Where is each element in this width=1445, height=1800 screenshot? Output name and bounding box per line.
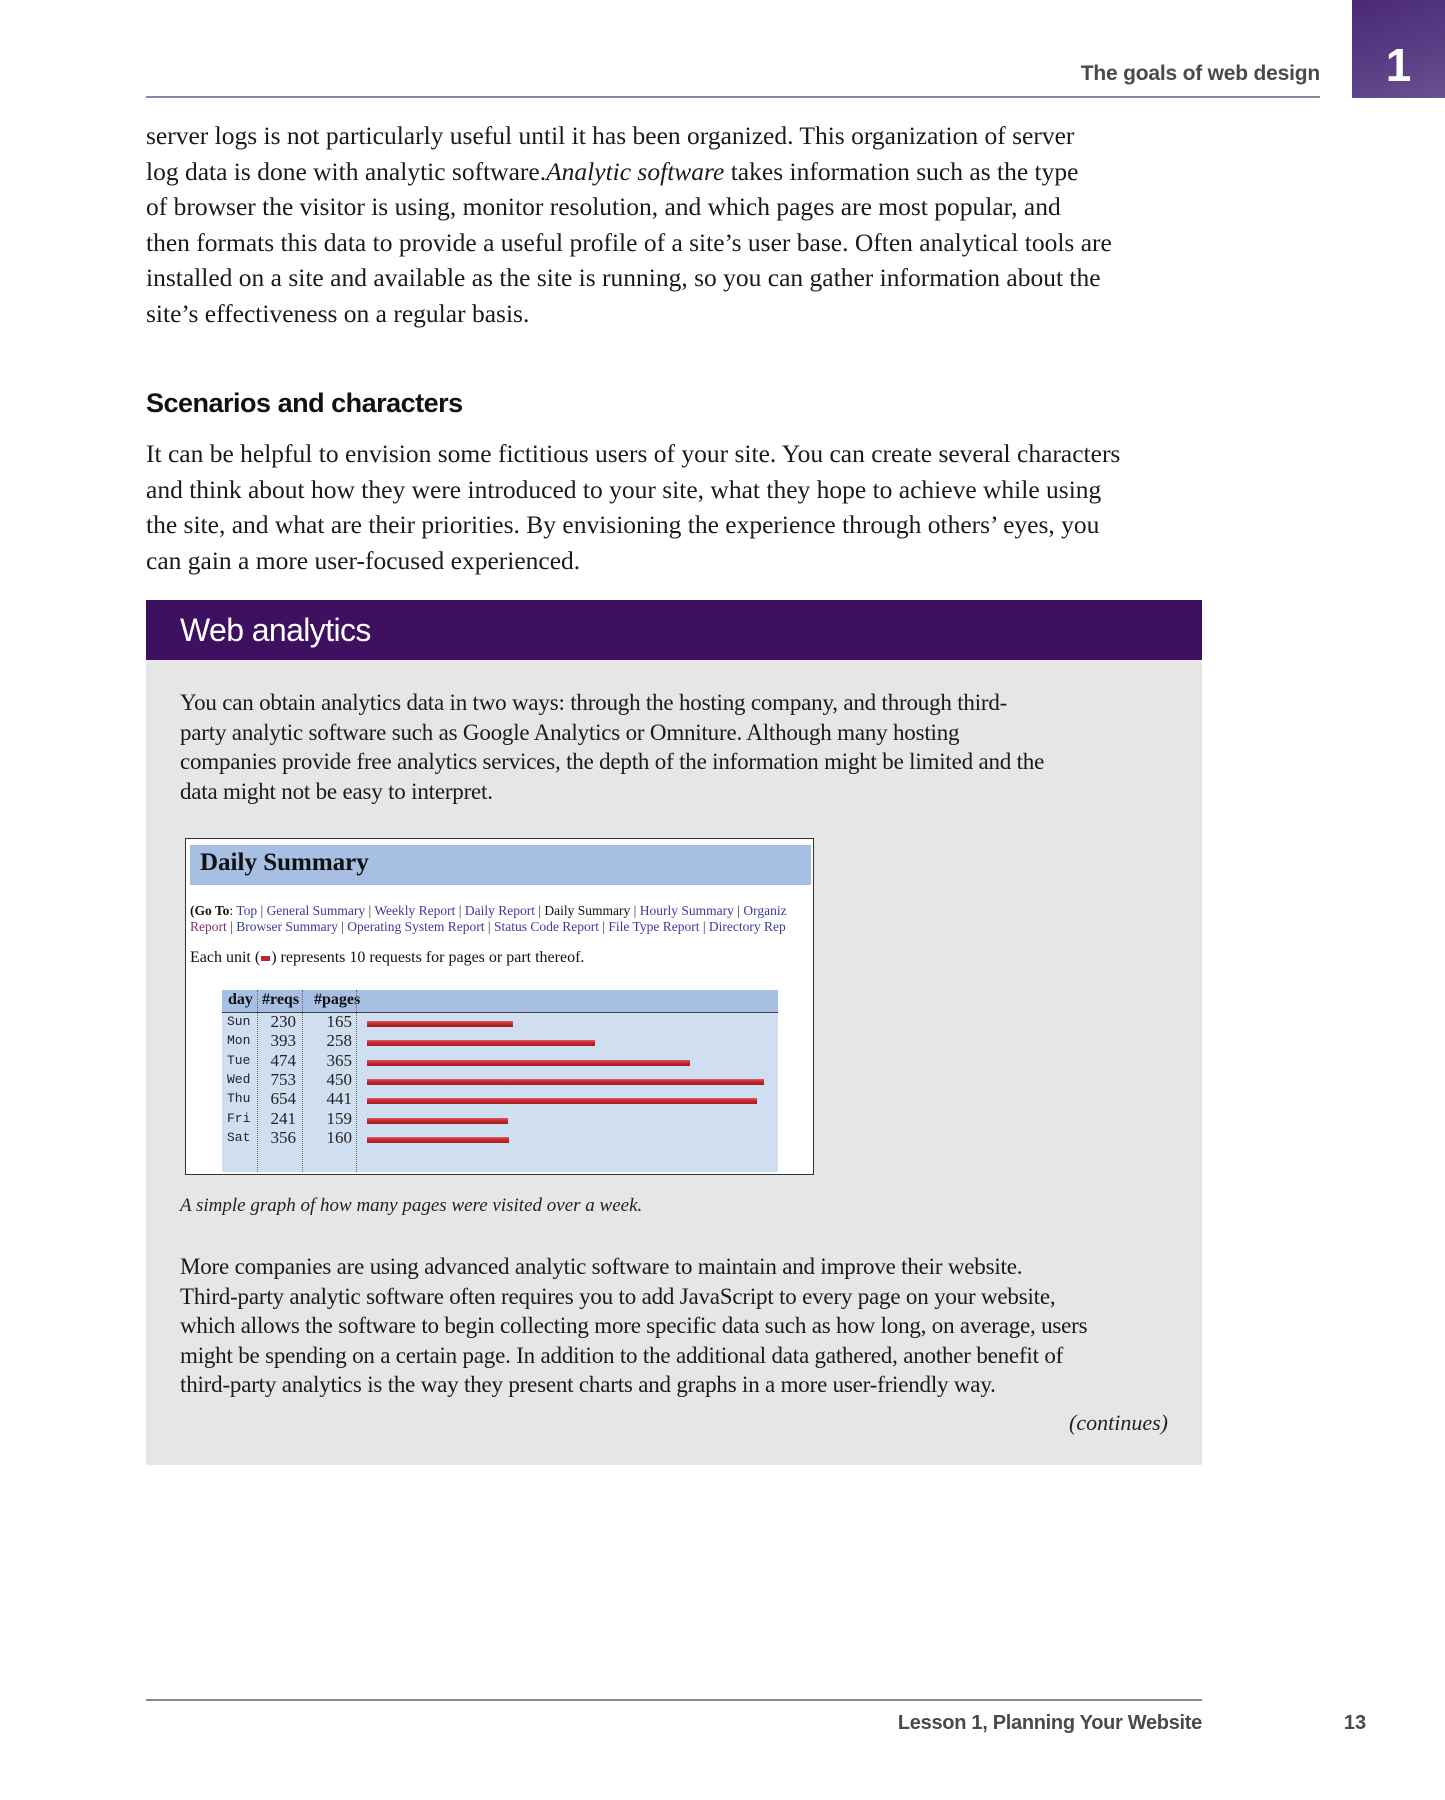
table-row <box>222 1128 778 1150</box>
bar-sun <box>367 1021 513 1027</box>
cell-pages: 160 <box>326 1127 352 1147</box>
cell-reqs: 356 <box>270 1127 296 1147</box>
cell-pages: 258 <box>326 1031 352 1051</box>
nav-separator: | <box>226 919 237 934</box>
text-line: data might not be easy to interpret. <box>180 778 493 804</box>
daily-summary-header <box>190 845 811 885</box>
text-run: takes information such as the type <box>724 156 1079 186</box>
chapter-tab <box>1352 0 1445 98</box>
text-line: and think about how they were introduced to your site, what they hope to achieve while using <box>146 474 1102 504</box>
bar-wed <box>367 1079 764 1085</box>
section-heading: Scenarios and characters <box>146 388 463 418</box>
goto-nav <box>190 903 814 935</box>
cell-reqs: 474 <box>270 1050 296 1070</box>
cell-reqs: 241 <box>270 1108 296 1128</box>
text-line <box>146 154 1206 190</box>
continues-note: (continues) <box>1069 1410 1168 1435</box>
nav-separator: | <box>598 919 609 934</box>
cell-day: Sat <box>227 1129 251 1145</box>
nav-separator: | <box>455 903 465 918</box>
note-text: ) represents 10 requests for pages or part thereof. <box>271 949 585 966</box>
text-line: third-party analytics is the way they present charts and graphs in a more user-friendly way. <box>180 1372 996 1397</box>
nav-link-operating-system-report[interactable]: Operating System Report <box>347 919 485 934</box>
column-header-reqs: #reqs <box>262 991 300 1008</box>
nav-link-daily-summary: Daily Summary <box>544 903 631 918</box>
column-header-pages: #pages <box>314 991 361 1008</box>
goto-colon: : <box>229 903 237 918</box>
goto-label: (Go To <box>190 903 230 918</box>
nav-separator: | <box>337 919 348 934</box>
text-line: Third-party analytic software often requires you to add JavaScript to every page on your website, <box>180 1283 1056 1309</box>
cell-reqs: 393 <box>270 1031 296 1051</box>
text-line: party analytic software such as Google Analytics or Omniture. Although many hosting <box>180 719 960 745</box>
goto-nav-line <box>190 903 814 919</box>
cell-day: Mon <box>227 1033 251 1049</box>
note-text: Each unit ( <box>190 949 261 966</box>
text-run: log data is done with analytic software. <box>146 156 547 186</box>
bar-tue <box>367 1060 690 1066</box>
cell-pages: 159 <box>326 1108 352 1128</box>
text-line: companies provide free analytics services, the depth of the information might be limited and the <box>180 749 1045 774</box>
table-header <box>222 990 778 1013</box>
cell-reqs: 230 <box>270 1012 296 1031</box>
header-rule <box>146 96 1320 98</box>
text-line: can gain a more user-focused experienced. <box>146 545 581 575</box>
italic-term: Analytic software <box>546 156 725 186</box>
daily-summary-table <box>222 990 778 1172</box>
cell-pages: 365 <box>326 1050 352 1070</box>
text-line: then formats this data to provide a useful profile of a site’s user base. Often analytical tools are <box>146 227 1112 257</box>
page-number: 13 <box>1343 1712 1367 1734</box>
nav-separator: | <box>365 903 375 918</box>
text-line: server logs is not particularly useful until it has been organized. This organization of server <box>146 121 1075 150</box>
nav-link-organiz[interactable]: Organiz <box>743 903 787 918</box>
bar-fri <box>367 1118 508 1124</box>
cell-day: Thu <box>227 1091 251 1107</box>
bar-thu <box>367 1098 757 1104</box>
nav-link-browser-summary[interactable]: Browser Summary <box>236 919 338 934</box>
nav-link-status-code-report[interactable]: Status Code Report <box>493 919 599 934</box>
unit-bar-icon <box>261 956 270 961</box>
text-line: of browser the visitor is using, monitor resolution, and which pages are most popular, and <box>146 192 1061 221</box>
footer-rule <box>146 1699 1202 1701</box>
cell-pages: 450 <box>326 1069 352 1089</box>
cell-day: Sun <box>227 1014 251 1029</box>
text-line: which allows the software to begin collecting more specific data such as how long, on average, users <box>180 1313 1088 1338</box>
text-line: You can obtain analytics data in two ways: through the hosting company, and through third- <box>180 690 1008 715</box>
text-line: It can be helpful to envision some fictitious users of your site. You can create several characters <box>146 439 1121 468</box>
cell-reqs: 753 <box>270 1069 296 1089</box>
sidebar-title-bar <box>146 600 1202 660</box>
nav-link-directory-rep[interactable]: Directory Rep <box>708 919 786 934</box>
nav-link-hourly-summary[interactable]: Hourly Summary <box>639 903 734 918</box>
chapter-number: 1 <box>1385 39 1412 91</box>
text-line: might be spending on a certain page. In addition to the additional data gathered, another benefit of <box>180 1342 1064 1368</box>
nav-separator: | <box>484 919 494 934</box>
section-paragraph <box>146 436 1206 578</box>
sidebar-paragraph-2 <box>180 1252 1180 1400</box>
figure-caption: A simple graph of how many pages were visited over a week. <box>180 1195 643 1216</box>
cell-day: Tue <box>227 1052 251 1068</box>
running-head: The goals of web design <box>1080 62 1320 85</box>
nav-link-weekly-report[interactable]: Weekly Report <box>374 903 456 918</box>
bar-sat <box>367 1137 509 1143</box>
nav-link-file-type-report[interactable]: File Type Report <box>608 919 700 934</box>
footer-lesson-title: Lesson 1, Planning Your Website <box>897 1712 1202 1734</box>
daily-summary-title: Daily Summary <box>200 849 369 876</box>
text-line: site’s effectiveness on a regular basis. <box>146 298 530 328</box>
sidebar-title: Web analytics <box>180 612 371 648</box>
text-line: installed on a site and available as the site is running, so you can gather information about the <box>146 263 1101 292</box>
nav-separator: | <box>733 903 744 918</box>
nav-link-top[interactable]: Top <box>236 903 258 918</box>
intro-paragraph <box>146 118 1206 331</box>
column-header-day: day <box>228 991 253 1008</box>
nav-link-general-summary[interactable]: General Summary <box>266 903 366 918</box>
cell-pages: 441 <box>326 1089 352 1109</box>
nav-link-daily-report[interactable]: Daily Report <box>464 903 535 918</box>
nav-link-report[interactable]: Report <box>190 919 227 934</box>
nav-separator: | <box>699 919 709 934</box>
daily-summary-screenshot <box>185 838 814 1175</box>
nav-separator: | <box>534 903 545 918</box>
cell-reqs: 654 <box>270 1089 296 1109</box>
bar-mon <box>367 1040 595 1046</box>
sidebar-paragraph-1 <box>180 688 1180 806</box>
cell-day: Fri <box>227 1110 251 1126</box>
text-line: the site, and what are their priorities. By envisioning the experience through others’ eyes, you <box>146 510 1100 539</box>
nav-separator: | <box>630 903 640 918</box>
unit-note <box>190 949 584 967</box>
text-line: More companies are using advanced analytic software to maintain and improve their website. <box>180 1254 1023 1279</box>
goto-nav-line <box>190 919 814 935</box>
cell-pages: 165 <box>326 1012 352 1031</box>
cell-day: Wed <box>227 1071 251 1087</box>
web-analytics-sidebar <box>146 600 1202 1465</box>
nav-separator: | <box>257 903 267 918</box>
